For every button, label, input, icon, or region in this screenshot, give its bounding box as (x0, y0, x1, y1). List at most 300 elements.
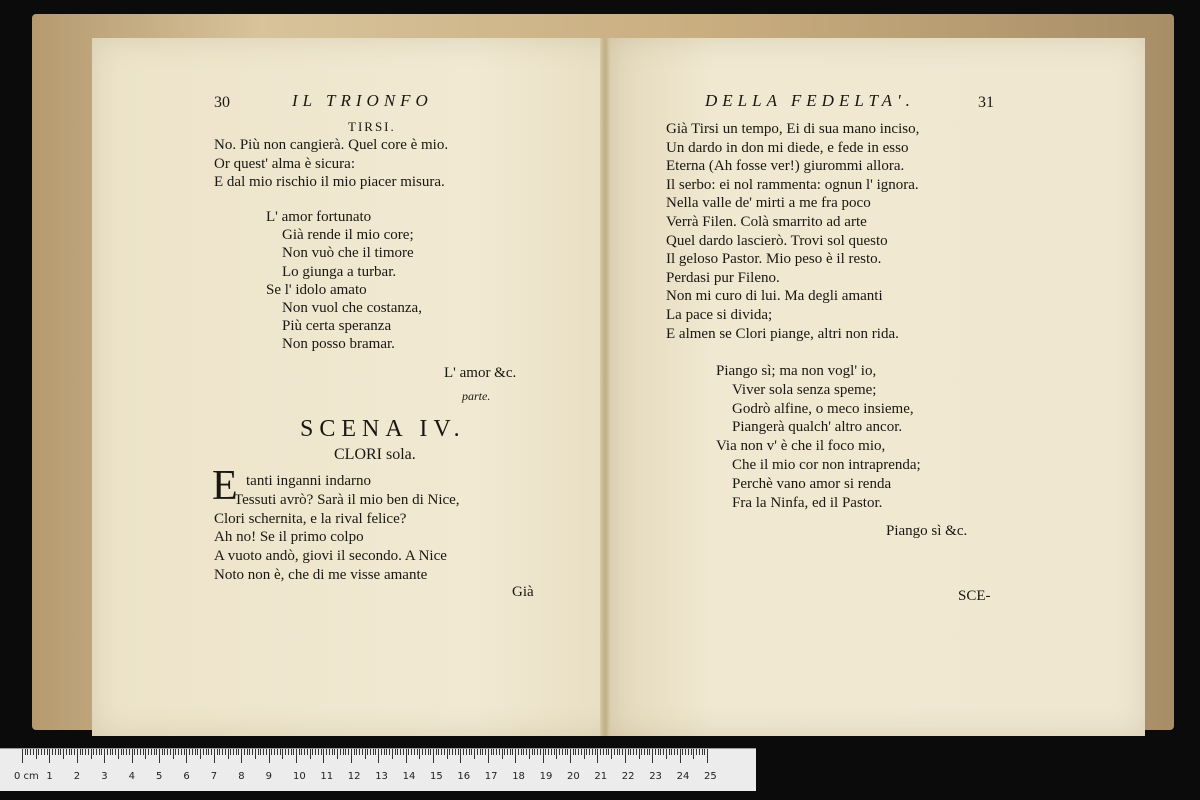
ruler-mm-tick (63, 749, 64, 759)
ruler-mm-tick (449, 749, 450, 755)
ruler-mm-tick (417, 749, 418, 755)
ruler-mm-tick (704, 749, 705, 755)
ruler-mm-tick (365, 749, 366, 759)
ruler-mm-tick (359, 749, 360, 755)
ruler-mm-tick (559, 749, 560, 755)
ruler-mm-tick (326, 749, 327, 755)
ruler-mm-tick (55, 749, 56, 755)
ruler-mm-tick (189, 749, 190, 755)
ruler-mm-tick (565, 749, 566, 755)
ruler-mm-tick (184, 749, 185, 755)
ruler-mm-tick (592, 749, 593, 755)
ruler-mm-tick (562, 749, 563, 755)
ruler-mm-tick (512, 749, 513, 755)
verse-line: Perdasi pur Fileno. (666, 269, 780, 286)
ruler-mm-tick (655, 749, 656, 755)
verse-line: Più certa speranza (282, 318, 392, 335)
ruler-mm-tick (82, 749, 83, 755)
ruler-mm-tick (345, 749, 346, 755)
ruler-cm-tick (241, 749, 242, 763)
ruler-mm-tick (419, 749, 420, 759)
verse-line: Ah no! Se il primo colpo (214, 529, 364, 546)
verse-line: E almen se Clori piange, altri non rida. (666, 325, 899, 342)
verse-line: Non posso bramar. (282, 336, 395, 353)
ruler-mm-tick (608, 749, 609, 755)
ruler-mm-tick (27, 749, 28, 755)
ruler-cm-tick (515, 749, 516, 763)
verse-line: Perchè vano amor si renda (732, 475, 892, 492)
ruler-mm-tick (36, 749, 37, 759)
ruler-mm-tick (71, 749, 72, 755)
ruler-cm-tick (543, 749, 544, 763)
ruler-mm-tick (688, 749, 689, 755)
ruler-mm-tick (249, 749, 250, 755)
verse-line: No. Più non cangierà. Quel core è mio. (214, 137, 449, 153)
ruler-mm-tick (573, 749, 574, 755)
ruler-mm-tick (370, 749, 371, 755)
ruler-mm-tick (389, 749, 390, 755)
ruler-mm-tick (66, 749, 67, 755)
ruler-mm-tick (151, 749, 152, 755)
ruler-mm-tick (414, 749, 415, 755)
ruler-cm-tick (707, 749, 708, 763)
verse-line: Già rende il mio core; (282, 227, 414, 244)
ruler-mm-tick (693, 749, 694, 759)
ruler-mm-tick (641, 749, 642, 755)
ruler-number: 3 (101, 771, 108, 782)
verse-line: Già Tirsi un tempo, Ei di sua mano inciso, (666, 121, 920, 137)
ruler-number: 24 (676, 771, 690, 782)
verse-line: Non mi curo di lui. Ma degli amanti (666, 288, 883, 305)
ruler-cm-tick (186, 749, 187, 763)
ruler-mm-tick (630, 749, 631, 755)
verse-line: Viver sola senza speme; (732, 381, 877, 398)
ruler-cm-tick (406, 749, 407, 763)
ruler-mm-tick (425, 749, 426, 755)
ruler-mm-tick (523, 749, 524, 755)
verse-line: tanti inganni indarno (246, 473, 371, 489)
ruler-mm-tick (469, 749, 470, 755)
ruler-mm-tick (47, 749, 48, 755)
ruler-mm-tick (674, 749, 675, 755)
ruler-mm-tick (408, 749, 409, 755)
ruler-mm-tick (669, 749, 670, 755)
ruler-mm-tick (702, 749, 703, 755)
ruler-mm-tick (203, 749, 204, 755)
ruler-mm-tick (400, 749, 401, 755)
ruler-cm-tick (378, 749, 379, 763)
right-running-head: DELLA FEDELTA'. (705, 91, 915, 110)
ruler-mm-tick (375, 749, 376, 755)
ruler-mm-tick (502, 749, 503, 759)
verse-line: Piangerà qualch' altro ancor. (732, 419, 903, 436)
ruler-mm-tick (430, 749, 431, 755)
ruler-mm-tick (474, 749, 475, 759)
ruler-mm-tick (606, 749, 607, 755)
ruler-mm-tick (354, 749, 355, 755)
ruler-mm-tick (589, 749, 590, 755)
ruler-mm-tick (164, 749, 165, 755)
ruler-mm-tick (181, 749, 182, 755)
ruler-mm-tick (93, 749, 94, 755)
ruler-mm-tick (91, 749, 92, 759)
ruler-cm-tick (104, 749, 105, 763)
verse-line: Non vuol che costanza, (282, 300, 422, 316)
ruler-mm-tick (532, 749, 533, 755)
ruler-mm-tick (178, 749, 179, 755)
ruler-number: 11 (320, 771, 334, 782)
ruler-mm-tick (173, 749, 174, 759)
ruler-mm-tick (310, 749, 311, 759)
ruler-mm-tick (219, 749, 220, 755)
ruler-mm-tick (373, 749, 374, 755)
ruler-mm-tick (99, 749, 100, 755)
ruler-mm-tick (80, 749, 81, 755)
ruler-mm-tick (244, 749, 245, 755)
ruler-mm-tick (411, 749, 412, 755)
ruler-mm-tick (477, 749, 478, 755)
ruler-mm-tick (334, 749, 335, 755)
ruler-mm-tick (466, 749, 467, 755)
ruler-mm-tick (134, 749, 135, 755)
ruler-mm-tick (228, 749, 229, 759)
ruler-mm-tick (282, 749, 283, 759)
ruler-mm-tick (255, 749, 256, 759)
ruler-cm-tick (460, 749, 461, 763)
ruler-mm-tick (52, 749, 53, 755)
ruler-number: 10 (293, 771, 306, 782)
ruler-cm-tick (652, 749, 653, 763)
ruler-mm-tick (537, 749, 538, 755)
ruler-mm-tick (301, 749, 302, 755)
ruler-mm-tick (85, 749, 86, 755)
ruler-mm-tick (685, 749, 686, 755)
ruler-mm-tick (452, 749, 453, 755)
ruler-mm-tick (381, 749, 382, 755)
ruler-mm-tick (137, 749, 138, 755)
ruler-mm-tick (534, 749, 535, 755)
ruler-mm-tick (129, 749, 130, 755)
ruler-cm-tick (214, 749, 215, 763)
scene-subtitle: CLORI sola. (334, 446, 416, 463)
ruler-mm-tick (30, 749, 31, 755)
ruler-mm-tick (312, 749, 313, 755)
ruler-mm-tick (518, 749, 519, 755)
ruler-cm-tick (159, 749, 160, 763)
ruler-mm-tick (384, 749, 385, 755)
ruler-cm-tick (22, 749, 23, 763)
verse-line: Verrà Filen. Colà smarrito ad arte (666, 214, 867, 230)
ruler-mm-tick (356, 749, 357, 755)
ruler-mm-tick (471, 749, 472, 755)
ruler-mm-tick (691, 749, 692, 755)
ruler-number: 19 (539, 771, 553, 782)
ruler-mm-tick (167, 749, 168, 755)
verse-line: Or quest' alma è sicura: (214, 155, 355, 172)
ruler-mm-tick (647, 749, 648, 755)
ruler-mm-tick (617, 749, 618, 755)
ruler-mm-tick (463, 749, 464, 755)
ruler-mm-tick (277, 749, 278, 755)
ruler-mm-tick (491, 749, 492, 755)
ruler-mm-tick (447, 749, 448, 759)
ruler-mm-tick (156, 749, 157, 755)
ruler-mm-tick (575, 749, 576, 755)
ruler-mm-tick (600, 749, 601, 755)
ruler-mm-tick (671, 749, 672, 755)
ruler-mm-tick (252, 749, 253, 755)
ruler-mm-tick (696, 749, 697, 755)
ruler-cm-tick (296, 749, 297, 763)
ruler-number: 22 (621, 771, 635, 782)
ruler-mm-tick (206, 749, 207, 755)
ruler-mm-tick (337, 749, 338, 759)
ruler-mm-tick (603, 749, 604, 755)
ruler-mm-tick (397, 749, 398, 755)
ruler-mm-tick (225, 749, 226, 755)
ruler-mm-tick (329, 749, 330, 755)
ruler-number: 17 (484, 771, 498, 782)
ruler-mm-tick (25, 749, 26, 755)
ruler-number: 20 (567, 771, 580, 782)
verse-line: Eterna (Ah fosse ver!) giurommi allora. (666, 158, 905, 175)
verse-line: Il geloso Pastor. Mio peso è il resto. (666, 251, 882, 268)
ruler-mm-tick (143, 749, 144, 755)
right-page-number: 31 (978, 94, 994, 111)
ruler-mm-tick (41, 749, 42, 755)
ruler-mm-tick (436, 749, 437, 755)
ruler-mm-tick (614, 749, 615, 755)
ruler-cm-tick (77, 749, 78, 763)
ruler-mm-tick (222, 749, 223, 755)
ruler-mm-tick (644, 749, 645, 755)
ruler-number: 4 (128, 771, 135, 782)
stage-direction: parte. (462, 389, 491, 403)
ruler-mm-tick (540, 749, 541, 755)
ruler-mm-tick (154, 749, 155, 755)
ruler-mm-tick (60, 749, 61, 755)
ruler-number: 9 (265, 771, 272, 782)
ruler-unit-label: 0 cm (14, 771, 39, 782)
ruler-mm-tick (567, 749, 568, 755)
ruler-mm-tick (367, 749, 368, 755)
left-page-number: 30 (214, 94, 230, 111)
speaker-name: TIRSI. (348, 119, 396, 134)
ruler-mm-tick (493, 749, 494, 755)
ruler-mm-tick (115, 749, 116, 755)
ruler-mm-tick (238, 749, 239, 755)
ruler-mm-tick (428, 749, 429, 755)
ruler-mm-tick (455, 749, 456, 755)
ruler-mm-tick (126, 749, 127, 755)
ruler-mm-tick (482, 749, 483, 755)
ruler-mm-tick (175, 749, 176, 755)
ruler-mm-tick (110, 749, 111, 755)
ruler-mm-tick (200, 749, 201, 759)
ruler-number: 14 (402, 771, 416, 782)
verse-line: Quel dardo lascierò. Trovi sol questo (666, 232, 888, 249)
verse-line: Noto non è, che di me visse amante (214, 567, 428, 583)
ruler-mm-tick (38, 749, 39, 755)
ruler-mm-tick (197, 749, 198, 755)
verse-line: La pace si divida; (666, 307, 773, 323)
ruler-mm-tick (74, 749, 75, 755)
verse-line: Lo giunga a turbar. (282, 263, 397, 280)
ruler-mm-tick (293, 749, 294, 755)
ruler-mm-tick (145, 749, 146, 759)
ruler-mm-tick (639, 749, 640, 759)
ruler-mm-tick (499, 749, 500, 755)
ruler-cm-tick (132, 749, 133, 763)
ruler-mm-tick (556, 749, 557, 759)
ruler-mm-tick (581, 749, 582, 755)
drop-capital: E (212, 463, 238, 509)
ruler-mm-tick (496, 749, 497, 755)
ruler-mm-tick (658, 749, 659, 755)
ruler-mm-tick (217, 749, 218, 755)
ruler-cm-tick (269, 749, 270, 763)
left-running-head: IL TRIONFO (292, 91, 433, 110)
ruler-mm-tick (263, 749, 264, 755)
ruler-mm-tick (622, 749, 623, 755)
ruler-mm-tick (611, 749, 612, 759)
ruler-mm-tick (332, 749, 333, 755)
ruler-number: 1 (46, 771, 53, 782)
ruler-mm-tick (285, 749, 286, 755)
ruler-number: 2 (73, 771, 81, 782)
ruler-mm-tick (107, 749, 108, 755)
ruler-mm-tick (260, 749, 261, 755)
ruler-mm-tick (58, 749, 59, 755)
ruler-mm-tick (395, 749, 396, 755)
ruler-mm-tick (584, 749, 585, 759)
ruler-mm-tick (548, 749, 549, 755)
verse-line: Clori schernita, e la rival felice? (214, 510, 407, 527)
ruler-cm-tick (351, 749, 352, 763)
ruler-mm-tick (162, 749, 163, 755)
ruler-number: 21 (594, 771, 608, 782)
ruler-mm-tick (485, 749, 486, 755)
ruler-cm-tick (597, 749, 598, 763)
ruler-number: 6 (183, 771, 190, 782)
ruler-number: 8 (238, 771, 245, 782)
ruler-number: 25 (704, 771, 717, 782)
ruler-mm-tick (121, 749, 122, 755)
ruler-mm-tick (619, 749, 620, 755)
ruler-number: 13 (375, 771, 388, 782)
ruler-mm-tick (480, 749, 481, 755)
ruler-mm-tick (595, 749, 596, 755)
ruler-number: 15 (430, 771, 443, 782)
book-gutter (600, 38, 610, 736)
verse-line: Godrò alfine, o meco insieme, (732, 400, 914, 417)
ruler-mm-tick (291, 749, 292, 755)
ruler-cm-tick (49, 749, 50, 763)
ruler-number: 5 (156, 771, 163, 782)
verse-line: Un dardo in don mi diede, e fede in esso (666, 139, 909, 156)
ruler-mm-tick (529, 749, 530, 759)
ruler-mm-tick (315, 749, 316, 755)
right-catchword: SCE- (958, 588, 991, 604)
ruler-mm-tick (208, 749, 209, 755)
measurement-ruler (0, 748, 756, 791)
ruler-mm-tick (510, 749, 511, 755)
ruler-mm-tick (666, 749, 667, 759)
ruler-mm-tick (258, 749, 259, 755)
ruler-mm-tick (288, 749, 289, 755)
ruler-cm-tick (680, 749, 681, 763)
verse-line: Non vuò che il timore (282, 245, 414, 262)
ruler-mm-tick (633, 749, 634, 755)
ruler-mm-tick (526, 749, 527, 755)
right-aria-end: Piango sì &c. (886, 523, 968, 539)
ruler-number: 16 (457, 771, 471, 782)
left-catchword: Già (512, 584, 534, 600)
ruler-cm-tick (488, 749, 489, 763)
ruler-mm-tick (88, 749, 89, 755)
ruler-mm-tick (551, 749, 552, 755)
ruler-mm-tick (362, 749, 363, 755)
ruler-mm-tick (699, 749, 700, 755)
ruler-mm-tick (458, 749, 459, 755)
verse-line: Il serbo: ei nol rammenta: ognun l' ignora. (666, 176, 919, 193)
ruler-mm-tick (586, 749, 587, 755)
ruler-mm-tick (307, 749, 308, 755)
ruler-mm-tick (545, 749, 546, 755)
verse-line: Nella valle de' mirti a me fra poco (666, 195, 871, 212)
ruler-mm-tick (422, 749, 423, 755)
ruler-number: 12 (347, 771, 361, 782)
ruler-mm-tick (660, 749, 661, 755)
ruler-mm-tick (211, 749, 212, 755)
ruler-mm-tick (649, 749, 650, 755)
verse-line: Fra la Ninfa, ed il Pastor. (732, 494, 883, 511)
ruler-mm-tick (101, 749, 102, 755)
ruler-mm-tick (266, 749, 267, 755)
ruler-mm-tick (677, 749, 678, 755)
left-aria-end: L' amor &c. (444, 365, 517, 381)
ruler-mm-tick (392, 749, 393, 759)
ruler-mm-tick (304, 749, 305, 755)
verse-line: E dal mio rischio il mio piacer misura. (214, 174, 445, 190)
ruler-mm-tick (444, 749, 445, 755)
ruler-mm-tick (299, 749, 300, 755)
ruler-mm-tick (271, 749, 272, 755)
ruler-mm-tick (236, 749, 237, 755)
ruler-mm-tick (628, 749, 629, 755)
ruler-mm-tick (343, 749, 344, 755)
ruler-mm-tick (348, 749, 349, 755)
verse-line: Se l' idolo amato (266, 281, 367, 298)
ruler-mm-tick (507, 749, 508, 755)
ruler-mm-tick (636, 749, 637, 755)
ruler-mm-tick (663, 749, 664, 755)
ruler-mm-tick (44, 749, 45, 755)
scene-title: SCENA IV. (300, 416, 466, 442)
ruler-mm-tick (192, 749, 193, 755)
ruler-mm-tick (578, 749, 579, 755)
ruler-mm-tick (441, 749, 442, 755)
ruler-mm-tick (274, 749, 275, 755)
ruler-mm-tick (112, 749, 113, 755)
ruler-cm-tick (433, 749, 434, 763)
ruler-cm-tick (570, 749, 571, 763)
ruler-mm-tick (321, 749, 322, 755)
ruler-number: 18 (512, 771, 525, 782)
ruler-mm-tick (386, 749, 387, 755)
ruler-mm-tick (123, 749, 124, 755)
ruler-mm-tick (140, 749, 141, 755)
